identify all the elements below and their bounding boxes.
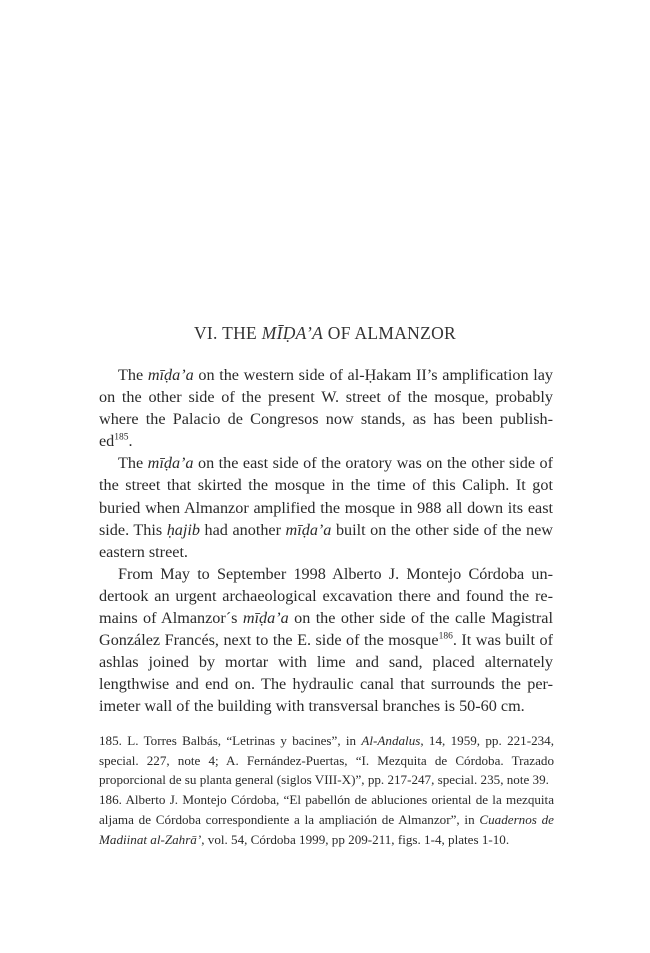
chapter-title-prefix: VI. THE bbox=[193, 323, 262, 343]
footnotes bbox=[99, 731, 554, 849]
paragraph-text: . bbox=[128, 432, 133, 451]
paragraph-text: The bbox=[118, 454, 148, 473]
paragraph-text: built on the other side of the new eastern street. bbox=[99, 520, 553, 561]
footnote-ref-185[interactable]: 185 bbox=[114, 432, 129, 443]
paragraph-text: on the western side of al-Ḥakam II’s amplification lay on the other side of the present W. street of the mosque, probably where the Palacio de Congresos now stands, as has been publish-ed bbox=[99, 366, 554, 451]
footnote-185 bbox=[99, 731, 554, 790]
chapter-title bbox=[100, 323, 550, 344]
paragraph-text: From May to September 1998 Alberto J. Montejo Córdoba un-dertook an urgent archaeological excavation there and found the re-mains of Almanzor´s bbox=[99, 564, 553, 628]
footnote-text: , 14, 1959, pp. 221-234, special. 227, note 4; A. Fernández-Puertas, “I. Mezquita de Córdoba. Trazado proporcional de su planta general (siglos VIII-X)”, pp. 217-247, special. 235, note 39. bbox=[99, 733, 554, 788]
footnote-text: 186. Alberto J. Montejo Córdoba, “El pabellón de abluciones oriental de la mezquita aljama de Córdoba correspondiente a la ampliación de Almanzor”, in bbox=[99, 792, 554, 827]
paragraph-text: had another bbox=[199, 520, 286, 539]
paragraph-3 bbox=[99, 563, 553, 718]
italic-term: mīḍa’a bbox=[147, 366, 194, 384]
chapter-title-suffix: OF ALMANZOR bbox=[323, 323, 457, 343]
italic-term: mīḍa’a bbox=[285, 520, 332, 539]
footnote-text: , vol. 54, Córdoba 1999, pp 209-211, figs. 1-4, plates 1-10. bbox=[201, 831, 510, 847]
footnote-ref-186[interactable]: 186 bbox=[438, 631, 453, 642]
paragraph-text: . It was built of ashlas joined by mortar with lime and sand, placed alternately lengthwise and end on. The hydraulic canal that surrounds the per-imeter wall of the building with transversal branches is 50-60 cm. bbox=[99, 631, 553, 716]
footnote-text: 185. L. Torres Balbás, “Letrinas y bacines”, in bbox=[99, 733, 362, 748]
paragraph-text: on the other side of the calle Magistral González Francés, next to the E. side of the mosque bbox=[99, 609, 553, 650]
body-text bbox=[99, 364, 553, 718]
paragraph-2 bbox=[99, 452, 553, 562]
italic-term: mīḍa’a bbox=[242, 609, 289, 628]
italic-term: mīḍa’a bbox=[147, 454, 194, 473]
chapter-title-italic: MĪḌA’A bbox=[261, 323, 324, 343]
italic-term: ḥajib bbox=[166, 520, 200, 539]
paragraph-text: on the east side of the oratory was on the other side of the street that skirted the mosque in the time of this Caliph. It got buried when Almanzor amplified the mosque in 988 all down its east side. This bbox=[99, 454, 553, 539]
paragraph-text: The bbox=[118, 366, 148, 384]
footnote-186 bbox=[99, 790, 554, 849]
paragraph-1 bbox=[99, 364, 553, 452]
footnote-italic: Al-Andalus bbox=[361, 733, 421, 748]
footnote-italic: Cuadernos de Madiinat al-Zahrā’ bbox=[99, 811, 554, 847]
